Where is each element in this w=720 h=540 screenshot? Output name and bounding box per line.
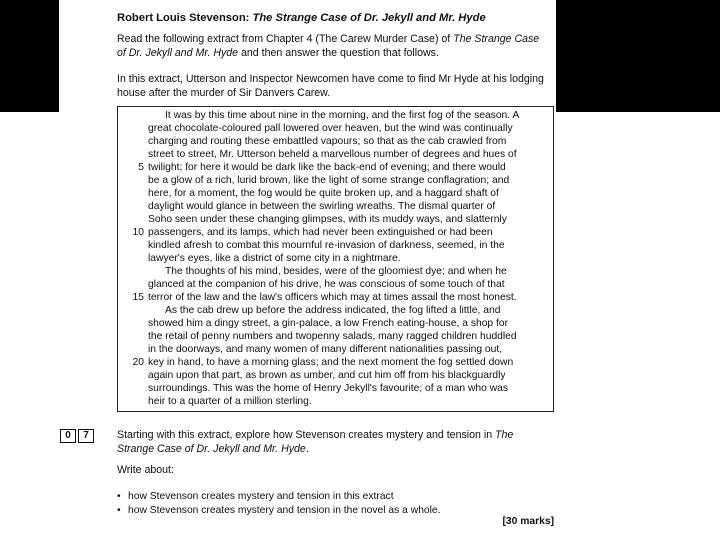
line-number: 20 (132, 356, 144, 368)
intro-before: Read the following extract from Chapter 4 (The Carew Murder Case) of (117, 33, 451, 45)
extract-line: the retail of penny numbers and twopenny salads, many ragged children huddled (148, 330, 517, 342)
bullet-item: • how Stevenson creates mystery and tension in the novel as a whole. (117, 504, 441, 518)
extract-line: surroundings. This was the home of Henry Jekyll's favourite; of a man who was (148, 382, 509, 394)
prompt-after: . (305, 442, 309, 455)
prompt-title: The Strange Case of Dr. Jekyll and Mr. Hyde (117, 429, 514, 455)
extract-line: twilight; for here it would be dark like the back-end of evening; and there would (148, 161, 506, 173)
extract-line: in the doorways, and many women of many different nationalities passing out, (148, 343, 503, 355)
extract-line: terror of the law and the law's officers which may at times assail the most honest. (148, 291, 517, 303)
extract-line: great chocolate-coloured pall lowered over heaven, but the wind was continually (148, 122, 513, 134)
extract-line: daylight would glance in between the swirling wreaths. The dismal quarter of (148, 200, 496, 212)
document-heading (117, 12, 486, 24)
intro-after: and then answer the question that follows. (238, 46, 439, 59)
extract-line: The thoughts of his mind, besides, were of the gloomiest dye; and when he (165, 265, 507, 277)
question-prompt (117, 429, 547, 456)
extract-line: passengers, and its lamps, which had never been extinguished or had been (148, 226, 493, 238)
extract-line: As the cab drew up before the address indicated, the fog lifted a little, and (165, 304, 501, 316)
line-number: 15 (132, 291, 144, 303)
extract-line: again upon that part, as brown as umber, and cut him off from his blackguardly (148, 369, 506, 381)
extract-line: charging and routing these embattled vapours; so that as the cab crawled from (148, 135, 507, 147)
prompt-before: Starting with this extract, explore how Stevenson creates mystery and tension in (117, 429, 496, 441)
write-about-label: Write about: (117, 464, 174, 476)
extract-line: Soho seen under these changing glimpses, with its muddy ways, and slatternly (148, 213, 507, 225)
bullet-item: • how Stevenson creates mystery and tension in this extract (117, 490, 441, 504)
instruction-context: In this extract, Utterson and Inspector Newcomen have come to find Mr Hyde at his lodging house after the murder of Sir Danvers Carew. (117, 73, 544, 99)
black-background-right (556, 0, 720, 112)
line-number: 5 (138, 161, 144, 173)
line-number: 10 (132, 226, 144, 238)
black-background-left (0, 0, 59, 112)
heading-author: Robert Louis Stevenson: (117, 12, 250, 24)
extract-line: here, for a moment, the fog would be quite broken up, and a haggard shaft of (148, 187, 499, 199)
question-number-box: 7 (78, 429, 94, 443)
intro-title: The Strange Case of Dr. Jekyll and Mr. Hyde (117, 33, 540, 59)
extract-line: showed him a dingy street, a gin-palace, a low French eating-house, a shop for (148, 317, 509, 329)
extract-line: lawyer's eyes, like a district of some city in a nightmare. (148, 252, 401, 264)
bullet-list (117, 490, 441, 517)
extract-line: key in hand, to have a morning glass; and the next moment the fog settled down (148, 356, 514, 368)
marks-label: [30 marks] (502, 516, 554, 527)
question-number-box: 0 (60, 429, 76, 443)
extract-line: heir to a quarter of a million sterling. (148, 395, 312, 407)
instruction-intro (117, 33, 547, 60)
heading-title: The Strange Case of Dr. Jekyll and Mr. Hyde (252, 12, 486, 24)
extract-line: glanced at the companion of his drive, he was conscious of some touch of that (148, 278, 505, 290)
extract-line: It was by this time about nine in the morning, and the first fog of the season. A (165, 109, 520, 121)
extract-line: street to street, Mr. Utterson beheld a marvellous number of degrees and hues of (148, 148, 517, 160)
extract-line: kindled afresh to combat this mournful re-invasion of darkness, seemed, in the (148, 239, 505, 251)
extract-line: be a glow of a rich, lurid brown, like the light of some strange conflagration; and (148, 174, 510, 186)
